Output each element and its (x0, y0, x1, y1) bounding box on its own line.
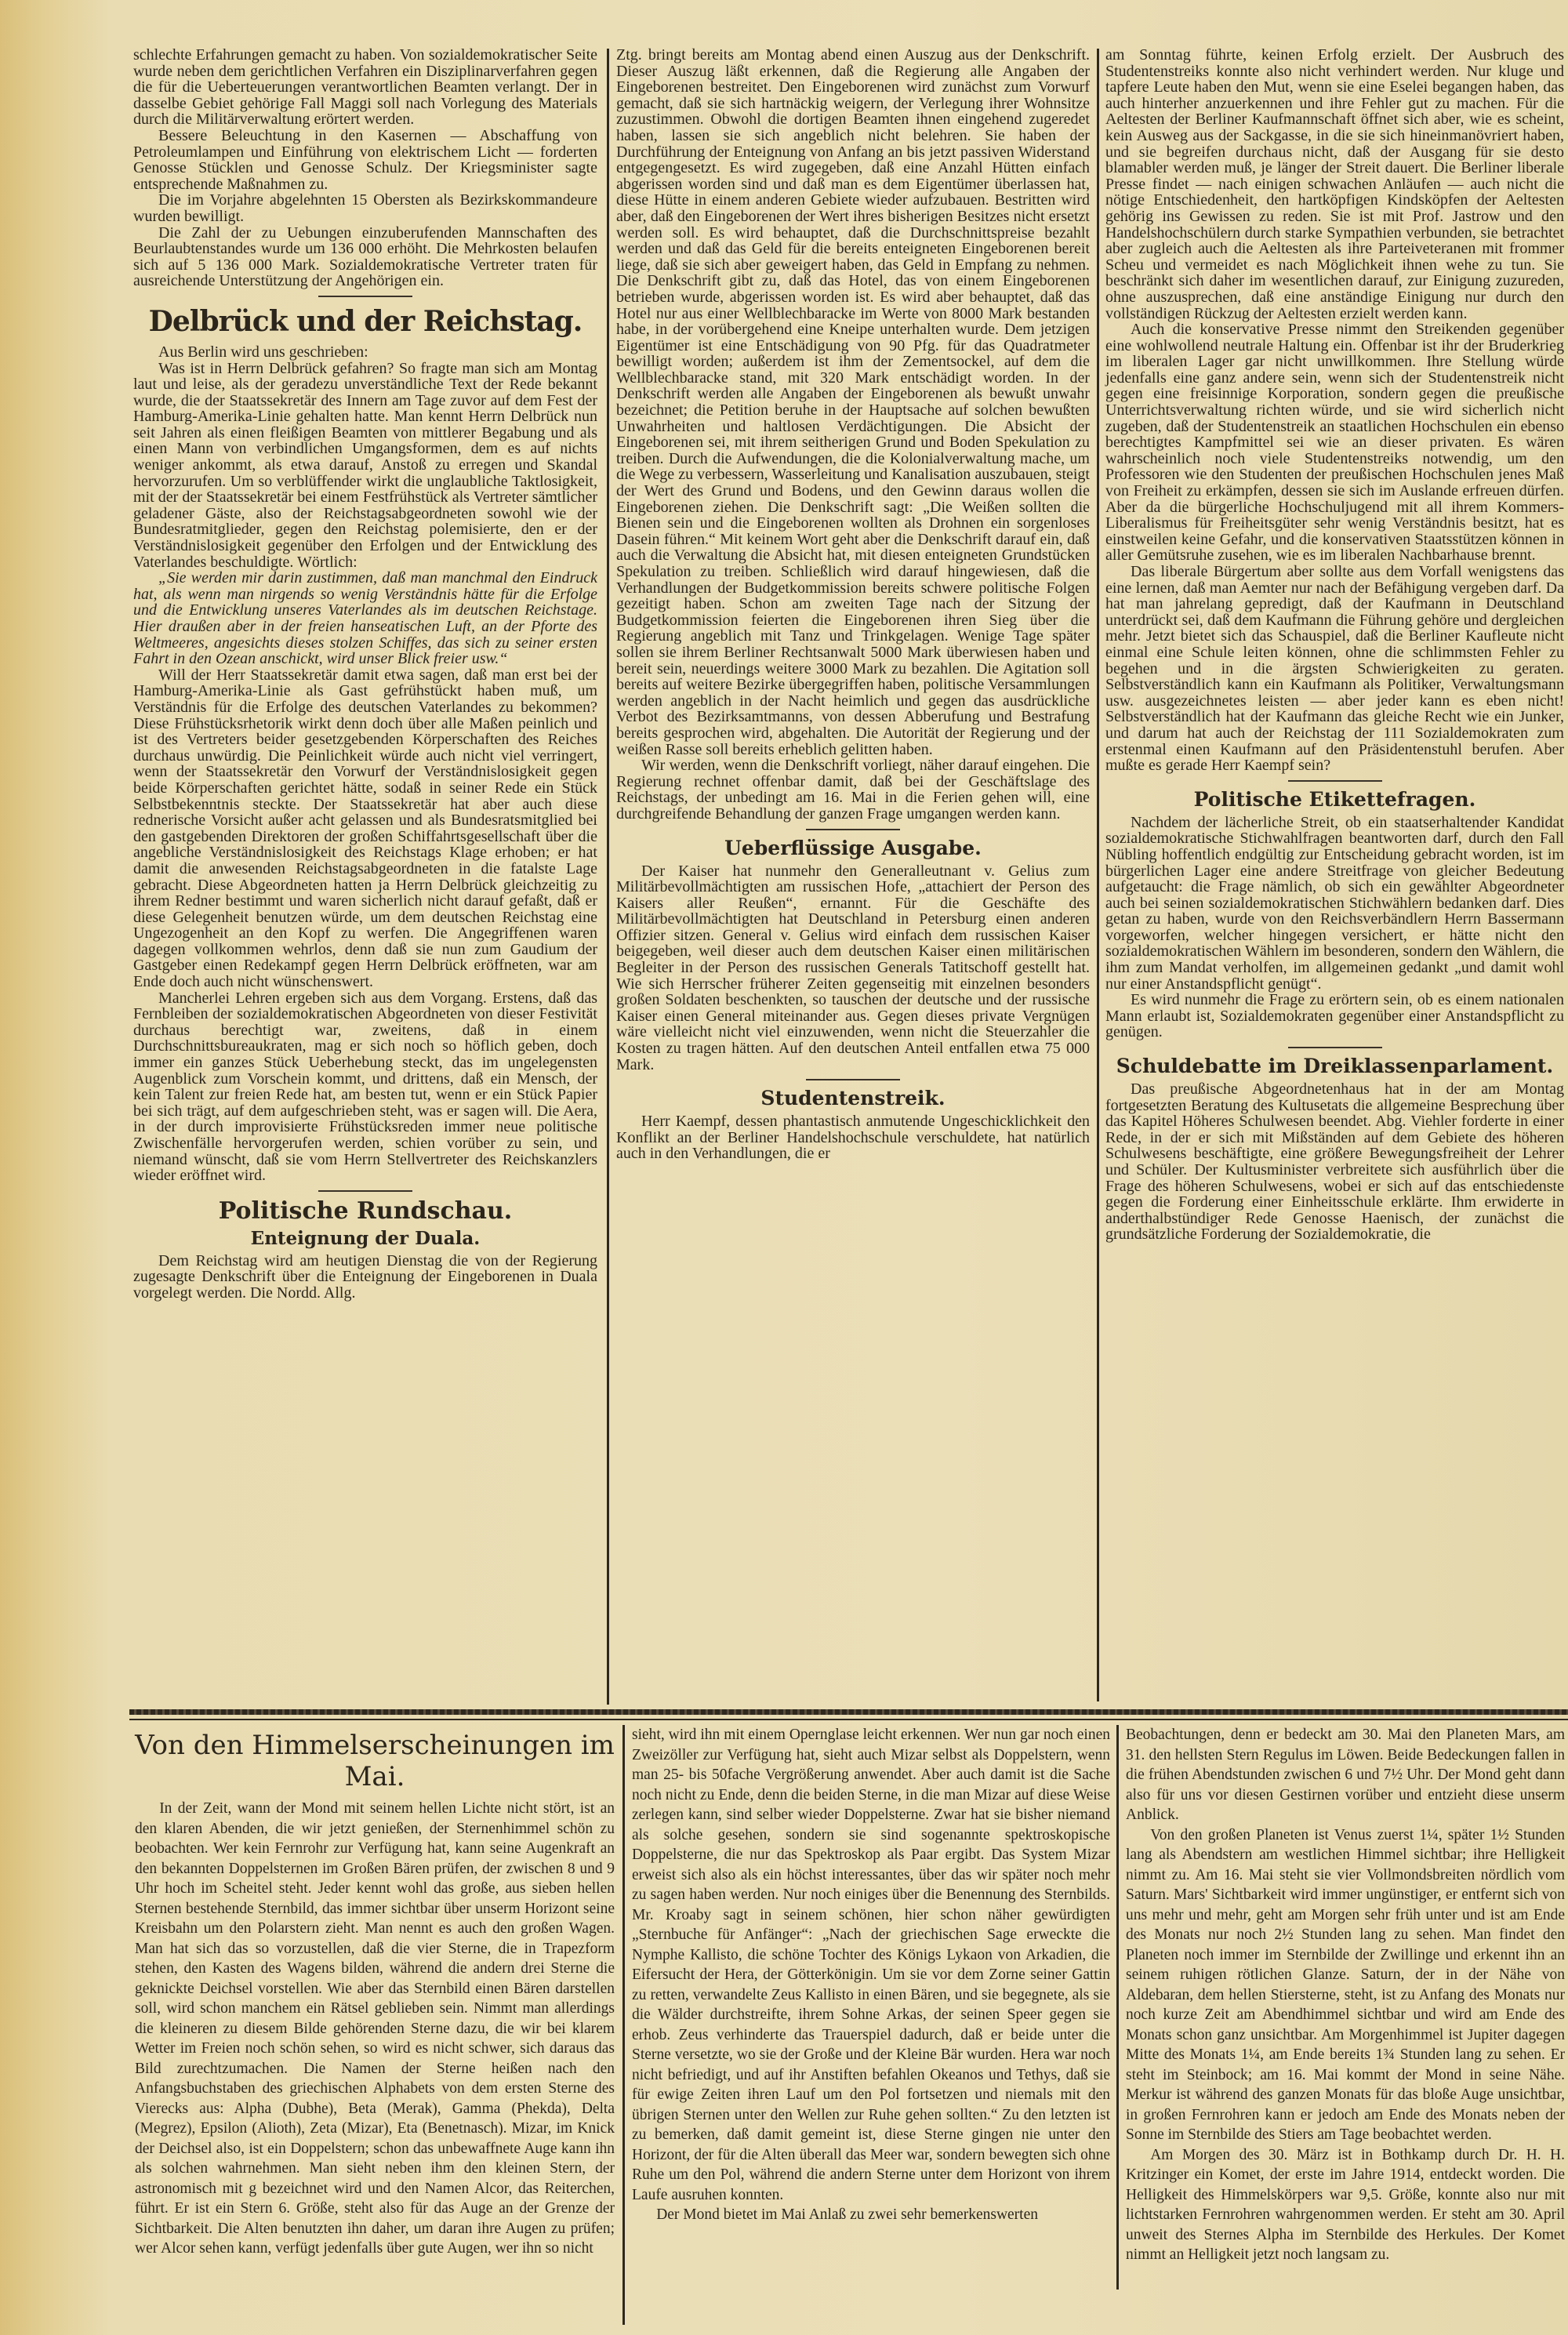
paragraph: Ztg. bringt bereits am Montag abend einen Auszug aus der Denkschrift. Dieser Auszug läßt erkennen, daß die Regierung alle Angaben der Eingeborenen bestreitet. Den Eingeborenen wird zunächst zum Vorwurf gemacht, daß sie sich hartnäckig weigern, der Verlegung ihrer Wohnsitze zuzustimmen. Obwohl die dortigen Beamten ihnen eingehend zugeredet haben, lassen sie sich angeblich nicht belehren. Sie haben der Durchführung der Enteignung von Anfang an bis jetzt passiven Widerstand entgegengesetzt. Es wird zugegeben, daß eine Anzahl Hütten einfach abgerissen worden sind und daß man es dem Eigentümer überlassen hat, diese Hütte in einem anderen Gebiete wieder aufzubauen. Bestritten wird aber, daß den Eingeborenen der Wert ihres bisherigen Besitzes nicht ersetzt werden soll. Es wird behauptet, daß die Durchschnittspreise bezahlt werden und daß das Geld für die bereits enteigneten Eingeborenen bereit liege, daß sie sich aber geweigert haben, das Geld in Empfang zu nehmen. Die Denkschrift gibt zu, daß das Hotel, das von einem Eingeborenen betrieben wurde, abgerissen worden ist. Es wird aber behauptet, daß das Hotel nur aus einer Wellblechbaracke im Werte von 8000 Mark bestanden habe, in der vorübergehend eine Kneipe unterhalten wurde. Dem jetzigen Eigentümer ist eine Entschädigung von 90 Pfg. für das Quadratmeter bewilligt worden; außerdem ist ihm der Zementsockel, auf dem die Wellblechbaracke stand, mit 320 Mark entschädigt worden. In der Denkschrift werden alle Angaben der Eingeborenen als bewußt unwahr bezeichnet; die Petition beruhe in der Hauptsache auf solchen bewußten Unwahrheiten und haltlosen Verdächtigungen. Die Absicht der Eingeborenen sei, mit ihrem seitherigen Grund und Boden Spekulation zu treiben. Durch die Aufwendungen, die die Kolonialverwaltung mache, um die Wege zu verbessern, Wasserleitung und Kanalisation auszubauen, steigt der Wert des Grund und Bodens, und den Gewinn daraus wollen die Eingeborenen ziehen. Die Denkschrift sagt: „Die Weißen sollten die Bienen sein und die Eingeborenen wollten als Drohnen ein sorgenloses Dasein führen.“ Mit keinem Wort geht aber die Denkschrift darauf ein, daß auch die Verwaltung die Absicht hat, mit diesen enteigneten Grundstücken Spekulation zu treiben. Schließlich wird darauf hingewiesen, daß die Verhandlungen der Budgetkommission bereits schwere politische Folgen gezeitigt haben. Schon am zweiten Tage nach der Sitzung der Budgetkommission feierten die Eingeborenen ihren Sieg über die Regierung angeblich mit Tanz und Trinkgelagen. Wenige Tage später sollen sie ihrem Berliner Rechtsanwalt 5000 Mark überwiesen haben und bereit sein, neuerdings weitere 3000 Mark zu bezahlen. Die Agitation soll bereits auf weitere Bezirke übergegriffen haben, politische Versammlungen werden angeblich in der Nacht heimlich und gegen das ausdrückliche Verbot des Bezirksamtmanns, von dessen Abberufung und Bestrafung bereits gesprochen wird, abgehalten. Die Autorität der Regierung und der weißen Rasse soll bereits erheblich gelitten haben. (616, 46, 1090, 758)
feuilleton-column-1 (135, 1725, 615, 2259)
column-rule (1116, 1725, 1119, 2290)
quotation: „Sie werden mir darin zustimmen, daß man manchmal den Eindruck hat, als wenn man nirgends so wenig Verständnis hätte für die Erfolge und die Entwicklung unseres Vaterlandes als im deutschen Reichstage. Hier draußen aber in der freien hanseatischen Luft, an der Pforte des Weltmeeres, angesichts dieses stolzen Schiffes, das sich zu seiner ersten Fahrt in den Ozean anschickt, wird unser Blick freier usw.“ (133, 569, 597, 668)
section-divider-thin (129, 1719, 1568, 1720)
paragraph: Will der Herr Staatssekretär damit etwa sagen, daß man erst bei der Hamburg-Amerika-Linie als Gast gefrühstückt haben muß, um Verständnis für die Erfolge des deutschen Vaterlandes zu bekommen? Diese Frühstücksrhetorik wirkt denn doch über alle Maßen peinlich und ist des Vertreters beider gesetzgebenden Körperschaften des Reiches durchaus unwürdig. Die Peinlichkeit würde auch nicht viel verringert, wenn der Staatssekretär den Vorwurf der Verständnislosigkeit gegen beide Körperschaften gerichtet hätte, sodaß in seiner Rede ein Stück Selbstbekenntnis steckte. Der Staatssekretär hat aber auch diese rednerische Vorsicht außer acht gelassen und als Bundesratsmitglied bei den gastgebenden Direktoren der großen Schiffahrtsgesellschaft über die angebliche Verständnislosigkeit des Reichstags Klage erhoben; er hat damit die anwesenden Reichstagsabgeordneten in die fatalste Lage gebracht. Diese Abgeordneten hatten ja Herrn Delbrück gleichzeitig zu ihrem Redner bestimmt und waren sicherlich nicht darauf gefaßt, daß er diese Gelegenheit benutzen würde, um dem deutschen Reichstag eine Ungezogenheit an den Kopf zu werfen. Die Angegriffenen waren dagegen vollkommen wehrlos, denn daß sie nun zum Gaudium der Gastgeber einen Redekampf gegen Herrn Delbrück eröffneten, war am Ende doch auch nicht wünschenswert. (133, 666, 597, 991)
paragraph: In der Zeit, wann der Mond mit seinem hellen Lichte nicht stört, ist an den klaren Abenden, die wir jetzt genießen, der Sternenhimmel schön zu beobachten. Wer kein Fernrohr zur Verfügung hat, kann seine Augenkraft an den bekannten Doppelsternen im Großen Bären prüfen, der zwischen 8 und 9 Uhr hoch im Scheitel steht. Jeder kennt wohl das große, aus sieben hellen Sternen bestehende Sternbild, das immer sichtbar über unserm Horizont seine Kreisbahn um den Polarstern zieht. Man nennt es auch den großen Wagen. Man hat sich das so vorzustellen, daß die vier Sterne, die in Trapezform stehen, den Kasten des Wagens bilden, während die andern drei Sterne die geknickte Deichsel vorstellen. Wie aber das Sternbild einen Bären darstellen soll, wird schon manchem ein Rätsel geblieben sein. Nimmt man allerdings die kleineren zu diesem Bilde gehörenden Sterne dazu, die wir bei klarem Wetter im Freien noch schön sehen, so wird es nicht schwer, sich daraus das Bild zurechtzumachen. Die Namen der Sterne heißen nach den Anfangsbuchstaben des griechischen Alphabets von dem ersten Sterne des Vierecks aus: Alpha (Dubhe), Beta (Merak), Gamma (Phekda), Delta (Megrez), Epsilon (Alioth), Zeta (Mizar), Eta (Benetnasch). Mizar, im Knick der Deichsel also, ist ein Doppelstern; schon das unbewaffnete Auge kann ihn als solchen wahrnehmen. Man sieht neben ihm den kleinen Stern, der astronomisch mit g bezeichnet wird und den Namen Alcor, das Reiterchen, führt. Er ist ein Stern 6. Größe, steht also für das Auge an der Grenze der Sichtbarkeit. Die Alten benutzten ihn daher, um daran ihre Augen zu prüfen; wer Alcor sehen kann, verfügt jedenfalls über gute Augen, wer ihn so nicht (135, 1800, 615, 2257)
subheadline-duala: Enteignung der Duala. (250, 1227, 481, 1249)
paragraph: Beobachtungen, denn er bedeckt am 30. Mai den Planeten Mars, am 31. den hellsten Stern Regulus im Löwen. Beide Bedeckungen fallen in die frühen Abendstunden zwischen 6 und 7½ Uhr. Der Mond geht dann also für uns vor diesen Gestirnen vorüber und entzieht diese unserm Anblick. (1126, 1727, 1565, 1823)
headline-delbrueck: Delbrück und der Reichstag. (148, 304, 583, 338)
paragraph: Wir werden, wenn die Denkschrift vorliegt, näher darauf eingehen. Die Regierung rechnet offenbar damit, daß bei der Geschäftslage des Reichstags, der unbedingt am 16. Mai in die Ferien gehen will, eine durchgreifende Behandlung der ganzen Frage umgangen werden kann. (616, 757, 1090, 823)
feuilleton-column-2 (632, 1725, 1110, 2225)
divider (806, 1079, 900, 1080)
headline-rundschau: Politische Rundschau. (218, 1197, 513, 1225)
paragraph: Der Mond bietet im Mai Anlaß zu zwei sehr bemerkenswerten (656, 2206, 1038, 2223)
paragraph: Was ist in Herrn Delbrück gefahren? So fragte man sich am Montag laut und leise, als der geradezu unverständliche Text der Rede bekannt wurde, die der Staatssekretär des Innern am Tage zuvor auf dem Fest der Hamburg-Amerika-Linie gehalten hatte. Man kennt Herrn Delbrück nun seit Jahren als einen fleißigen Beamten von mittlerer Begabung und als einen Mann von verbindlichen Umgangsformen, dem es auf nichts weniger ankommt, als etwa darauf, Anstoß zu erregen und Skandal hervorzurufen. Um so verblüffender wirkt die unglaubliche Taktlosigkeit, mit der der Staatssekretär bei einem Festfrühstück als Vertreter sämtlicher geladener Gäste, also der Reichstagsabgeordneten sowohl wie der Bundesratmitglieder, gegen den Reichstag polemisierte, den er der Verständnislosigkeit gegenüber den Erfolgen und der Entwicklung des Vaterlandes beschuldigte. Wörtlich: (133, 359, 597, 571)
paragraph: Am Morgen des 30. März ist in Bothkamp durch Dr. H. H. Kritzinger ein Komet, der erste im Jahre 1914, entdeckt worden. Die Helligkeit des Himmelskörpers war 9,5. Größe, konnte also nur mit lichtstarken Fernrohren wahrgenommen werden. Er steht am 30. April unweit des Sternes Alpha im Sternbilde des Herkules. Der Komet nimmt an Helligkeit jetzt noch langsam zu. (1126, 2146, 1565, 2263)
headline-himmelserscheinungen: Von den Himmelserscheinungen im Mai. (135, 1730, 615, 1792)
column-rule (607, 49, 609, 1705)
paragraph: am Sonntag führte, keinen Erfolg erzielt. Der Ausbruch des Studentenstreiks konnte also nicht verhindert werden. Nur kluge und tapfere Leute haben den Mut, wenn sie eine Eselei begangen haben, das auch hinterher anzuerkennen und ihre Fehler gut zu machen. Für die Aeltesten der Berliner Kaufmannschaft öffnet sich aber, wie es scheint, kein Ausweg aus der Sackgasse, in die sie sich hineinmanövriert haben, und sie begreifen durchaus nicht, daß der Ausgang für sie desto blamabler werden muß, je länger der Streit dauert. Die Berliner liberale Presse findet — nach einigen schwachen Anläufen — auch nicht die nötige Entschiedenheit, den hartköpfigen Kindsköpfen der Aeltesten gehörig ins Gewissen zu reden. Sie ist mit Prof. Jastrow und den Handelshochschülern durch starke Sympathien verbunden, sie betrachtet aber zugleich auch die Aeltesten als ihre Parteiveteranen mit frommer Scheu und vermeidet es nach Möglichkeit ihnen wehe zu tun. Sie beschränkt sich daher im wesentlichen darauf, zur Einigung zuzureden, ohne auszusprechen, daß eine anständige Einigung nur durch den vollständigen Rückzug der Aeltesten erzielt werden kann. (1105, 46, 1564, 322)
paragraph: schlechte Erfahrungen gemacht zu haben. Von sozialdemokratischer Seite wurde neben dem gerichtlichen Verfahren ein Disziplinarverfahren gegen die für die Ueberteuerungen verantwortlichen Beamten verlangt. Der in dasselbe Gebiet gehörige Fall Maggi soll nach Vorlegung des Materials durch die Militärverwaltung erörtert werden. (133, 46, 597, 129)
feuilleton-column-3 (1126, 1725, 1565, 2265)
paragraph: Der Kaiser hat nunmehr den Generalleutnant v. Gelius zum Militärbevollmächtigten am russischen Hofe, „attachiert der Person des Kaisers aller Reußen“, ernannt. Für die Geschäfte des Militärbevollmächtigten hat Deutschland in Petersburg einen anderen Offizier sitzen. General v. Gelius wird einfach dem russischen Kaiser beigegeben, weil dieser auch dem deutschen Kaiser einen militärischen Begleiter in der Person des russischen Generals Tatitschoff gestellt hat. Wie sich Herrscher früherer Zeiten gegenseitig mit einzelnen besonders großen Soldaten beschenkten, so tauschen der deutsche und der russische Kaiser einen General miteinander aus. Gegen dieses private Vergnügen wäre vielleicht nicht viel einzuwenden, wenn nicht die Steuerzahler die Kosten zu tragen hätten. Auf den deutschen Anteil entfallen etwa 75 000 Mark. (616, 862, 1090, 1073)
divider (318, 296, 412, 297)
divider (1288, 780, 1382, 782)
paragraph: sieht, wird ihn mit einem Opernglase leicht erkennen. Wer nun gar noch einen Zweizöller zur Verfügung hat, sieht auch Mizar selbst als Doppelstern, wenn man 25- bis 50fache Vergrößerung anwendet. Aber auch damit ist die Sache noch nicht zu Ende, denn die beiden Sterne, in die man Mizar auf diese Weise zerlegen kann, sind selber wieder Doppelsterne. Zwar hat sie bisher niemand als solche gesehen, sondern sie sind sogenannte spektroskopische Doppelsterne, die nur das Spektroskop als Paar ergibt. Das System Mizar erweist sich also als ein höchst interessantes, über das wir später noch mehr zu sagen haben werden. Nur noch einiges über die Benennung des Sternbilds. Mr. Kroaby sagt in seinem schönen, hier schon näher gewürdigten „Sternbuche für Anfänger“: „Nach der griechischen Sage erweckte die Nymphe Kallisto, die schöne Tochter des Königs Lykaon von Arkadien, die Eifersucht der Hera, der Götterkönigin. Um sie vor dem Zorne seiner Gattin zu retten, verwandelte Zeus Kallisto in einen Bären, und sie begegnete, als sie die Wälder durchstreifte, ihrem Sohne Arkas, der seinen Speer gegen sie erhob. Zeus verhinderte das Trauerspiel dadurch, daß er beide unter die Sterne versetzte, wo sie der Große und der Kleine Bär wurden. Hera war noch nicht befriedigt, und auf ihr Anstiften befahlen Okeanos und Tethys, daß sie für ewige Zeiten ihren Lauf um den Pol fortsetzen und niemals mit den übrigen Sternen unter den Wellen zur Ruhe gehen sollten.“ Zu den letzten ist zu bemerken, daß damit gemeint ist, diese Sterne gingen nie unter den Horizont, der für die Alten überall das Meer war, sondern bewegten sich ohne Ruhe um den Pol, während die andern Sterne unter dem Horizont von ihrem Laufe ausruhen konnten. (632, 1727, 1110, 2203)
paragraph: Mancherlei Lehren ergeben sich aus dem Vorgang. Erstens, daß das Fernbleiben der sozialdemokratischen Abgeordneten von dieser Festivität durchaus berechtigt war, zweitens, daß in einem Durchschnittsbureaukraten, mag er sich noch so höflich geben, doch immer ein ganzes Stück Ueberhebung steckt, das im ungelegensten Augenblick zum Vorschein kommt, und drittens, daß ein Mensch, der kein Talent zur freien Rede hat, am besten tut, wenn er ein Stück Papier bei sich trägt, auf dem aufgeschrieben steht, was er sagen will. Die Aera, in der durch improvisierte Frühstücksreden immer neue politische Zwischenfälle hervorgerufen werden, schien vorüber zu sein, und niemand wünscht, daß sie vom Herrn Stellvertreter des Reichskanzlers wieder eröffnet wird. (133, 989, 597, 1185)
paragraph: Auch die konservative Presse nimmt den Streikenden gegenüber eine wohlwollend neutrale Haltung ein. Offenbar ist ihr der Bruderkrieg im liberalen Lager gar nicht unwillkommen. Ihre Stellung würde jedenfalls eine ganz andere sein, wenn sich der Studentenstreik nicht gegen eine freisinnige Korporation, sondern gegen die preußische Unterrichtsverwaltung richten würde, und sie wird sicherlich nicht zugeben, daß der Studentenstreik an staatlichen Hochschulen ein ebenso berechtigtes Kampfmittel sei wie an dieser privaten. Es wären wahrscheinlich noch viele Studentenstreiks notwendig, um den Professoren wie den Studenten der preußischen Hochschulen jenes Maß von Freiheit zu erkämpfen, dessen sie sich im Auslande erfreuen dürfen. Aber da die bürgerliche Hochschuljugend mit all ihrem Kommers-Liberalismus für Freiheitsgüter sehr wenig Verständnis besitzt, hat es einstweilen keine Gefahr, und die konservativen Staatsstützen können in aller Gemütsruhe zusehen, wie es im liberalen Nachbarhause brennt. (1105, 321, 1564, 565)
paragraph: Es wird nunmehr die Frage zu erörtern sein, ob es einem nationalen Mann erlaubt ist, Sozialdemokraten gegenüber einer Anstandspflicht zu genügen. (1105, 991, 1564, 1041)
paragraph: Die im Vorjahre abgelehnten 15 Obersten als Bezirkskommandeure wurden bewilligt. (133, 191, 597, 225)
paragraph: Von den großen Planeten ist Venus zuerst 1¼, später 1½ Stunden lang als Abendstern am westlichen Himmel sichtbar; ihre Helligkeit nimmt zu. Am 16. Mai steht sie vier Vollmondsbreiten nördlich vom Saturn. Mars' Sichtbarkeit wird immer ungünstiger, er entfernt sich von uns mehr und mehr, geht am Morgen sehr früh unter und ist am Ende des Monats nur noch 2½ Stunden lang zu sehen. Man findet den Planeten noch immer im Sternbilde der Zwillinge und erkennt ihn an seinem ruhigen rötlichen Glanze. Saturn, der in der Nähe von Aldebaran, dem hellen Stiersterne, steht, ist zu Anfang des Monats nur noch kurze Zeit am Abendhimmel sichtbar und wird am Ende des Monats schon ganz unsichtbar. Am Morgenhimmel ist Jupiter dagegen Mitte des Monats 1¼, am Ende bereits 1¾ Stunden lang zu sehen. Er steht im Steinbock; am 16. Mai kommt der Mond in seine Nähe. Merkur ist während des ganzen Monats für das bloße Auge unsichtbar, in großen Fernrohren kann er jedoch am Ende des Monats neben der Sonne im Sternbilde des Stiers am Tage beobachtet werden. (1126, 1826, 1565, 2143)
section-divider-thick (129, 1709, 1568, 1715)
divider (806, 829, 900, 830)
headline-ausgabe: Ueberflüssige Ausgabe. (724, 836, 982, 859)
divider (1288, 1047, 1382, 1048)
column-rule (1097, 49, 1099, 1701)
paragraph: Das liberale Bürgertum aber sollte aus dem Vorfall wenigstens das eine lernen, daß man Aemter nur nach der Befähigung vergeben darf. Da hat man jahrelang gepredigt, daß der Kaufmann in Deutschland unterdrückt sei, daß dem Kaufmann die Führung gehöre und dergleichen mehr. Jetzt bietet sich das Schauspiel, daß die Berliner Kaufleute nicht einmal eine Schule leiten können, ohne die schlimmsten Fehler zu begehen und in die ärgsten Schwierigkeiten zu geraten. Selbstverständlich kann ein Kaufmann als Politiker, Verwaltungsmann usw. ausgezeichnetes leisten — aber jeder kann es eben nicht! Selbstverständlich hat der Kaufmann das gleiche Recht wie ein Junker, und darum hat auch der Reichstag der 111 Sozialdemokraten zum erstenmal einen Kaufmann auf den Präsidentenstuhl berufen. Aber mußte es gerade Herr Kaempf sein? (1105, 563, 1564, 775)
paragraph: Aus Berlin wird uns geschrieben: (158, 343, 368, 361)
paragraph: Nachdem der lächerliche Streit, ob ein staatserhaltender Kandidat sozialdemokratische Stichwahlfragen beantworten darf, durch den Fall Nübling hoffentlich endgültig zur Entscheidung gebracht worden, ist im bürgerlichen Lager eine andere Streitfrage von gleicher Bedeutung aufgetaucht: die Frage nämlich, ob sich ein gewählter Abgeordneter auch bei seinen sozialdemokratischen Stichwählern bedanken darf. Dies getan zu haben, wurde von den Reichsverbändlern Herrn Bassermann vorgeworfen, welcher hingegen versichert, er hätte nicht den sozialdemokratischen Wählern im besonderen, sondern den Wählern, die ihm zum Mandat verholfen, im allgemeinen gedankt „und damit wohl nur einer Anstandspflicht genügt“. (1105, 813, 1564, 993)
column-2 (616, 47, 1090, 1162)
column-1 (133, 47, 597, 1302)
column-rule (622, 1725, 625, 2325)
column-3 (1105, 47, 1564, 1243)
headline-schuldebatte: Schuldebatte im Dreiklassenparlament. (1116, 1055, 1554, 1078)
headline-etikettefragen: Politische Etikettefragen. (1193, 787, 1476, 811)
paragraph: Bessere Beleuchtung in den Kasernen — Abschaffung von Petroleumlampen und Einführung von elektrischem Licht — forderten Genosse Stücklen und Genosse Schulz. Der Kriegsminister sagte entsprechende Maßnahmen zu. (133, 126, 597, 193)
paragraph: Herr Kaempf, dessen phantastisch anmutende Ungeschicklichkeit den Konflikt an der Berliner Handelshochschule verschuldete, hat natürlich auch in den Verhandlungen, die er (616, 1113, 1090, 1163)
paragraph: Das preußische Abgeordnetenhaus hat in der am Montag fortgesetzten Beratung des Kultusetats die allgemeine Besprechung über das Kapitel Höheres Schulwesen beendet. Abg. Viehler forderte in einer Rede, in der er sich mit Mißständen auf dem Gebiete des höheren Schulwesens beschäftigte, eine größere Bewegungsfreiheit der Lehrer und Schüler. Der Kultusminister verbreitete sich ausführlich über die Frage des höheren Schulwesens, wobei er sich auf das entschiedenste gegen die Forderung einer Einheitsschule erklärte. Ihm erwiderte in anderthalbstündiger Rede Genosse Haenisch, der zunächst die grundsätzliche Forderung der Sozialdemokratie, die (1105, 1080, 1564, 1244)
paragraph: Dem Reichstag wird am heutigen Dienstag die von der Regierung zugesagte Denkschrift über die Enteignung der Eingeborenen in Duala vorgelegt werden. Die Nordd. Allg. (133, 1251, 597, 1302)
paragraph: Die Zahl der zu Uebungen einzuberufenden Mannschaften des Beurlaubtenstandes wurde um 136 000 erhöht. Die Mehrkosten belaufen sich auf 5 136 000 Mark. Sozialdemokratische Vertreter traten für ausreichende Unterstützung der Angehörigen ein. (133, 223, 597, 290)
headline-studentenstreik: Studentenstreik. (760, 1087, 946, 1110)
divider (318, 1190, 412, 1192)
